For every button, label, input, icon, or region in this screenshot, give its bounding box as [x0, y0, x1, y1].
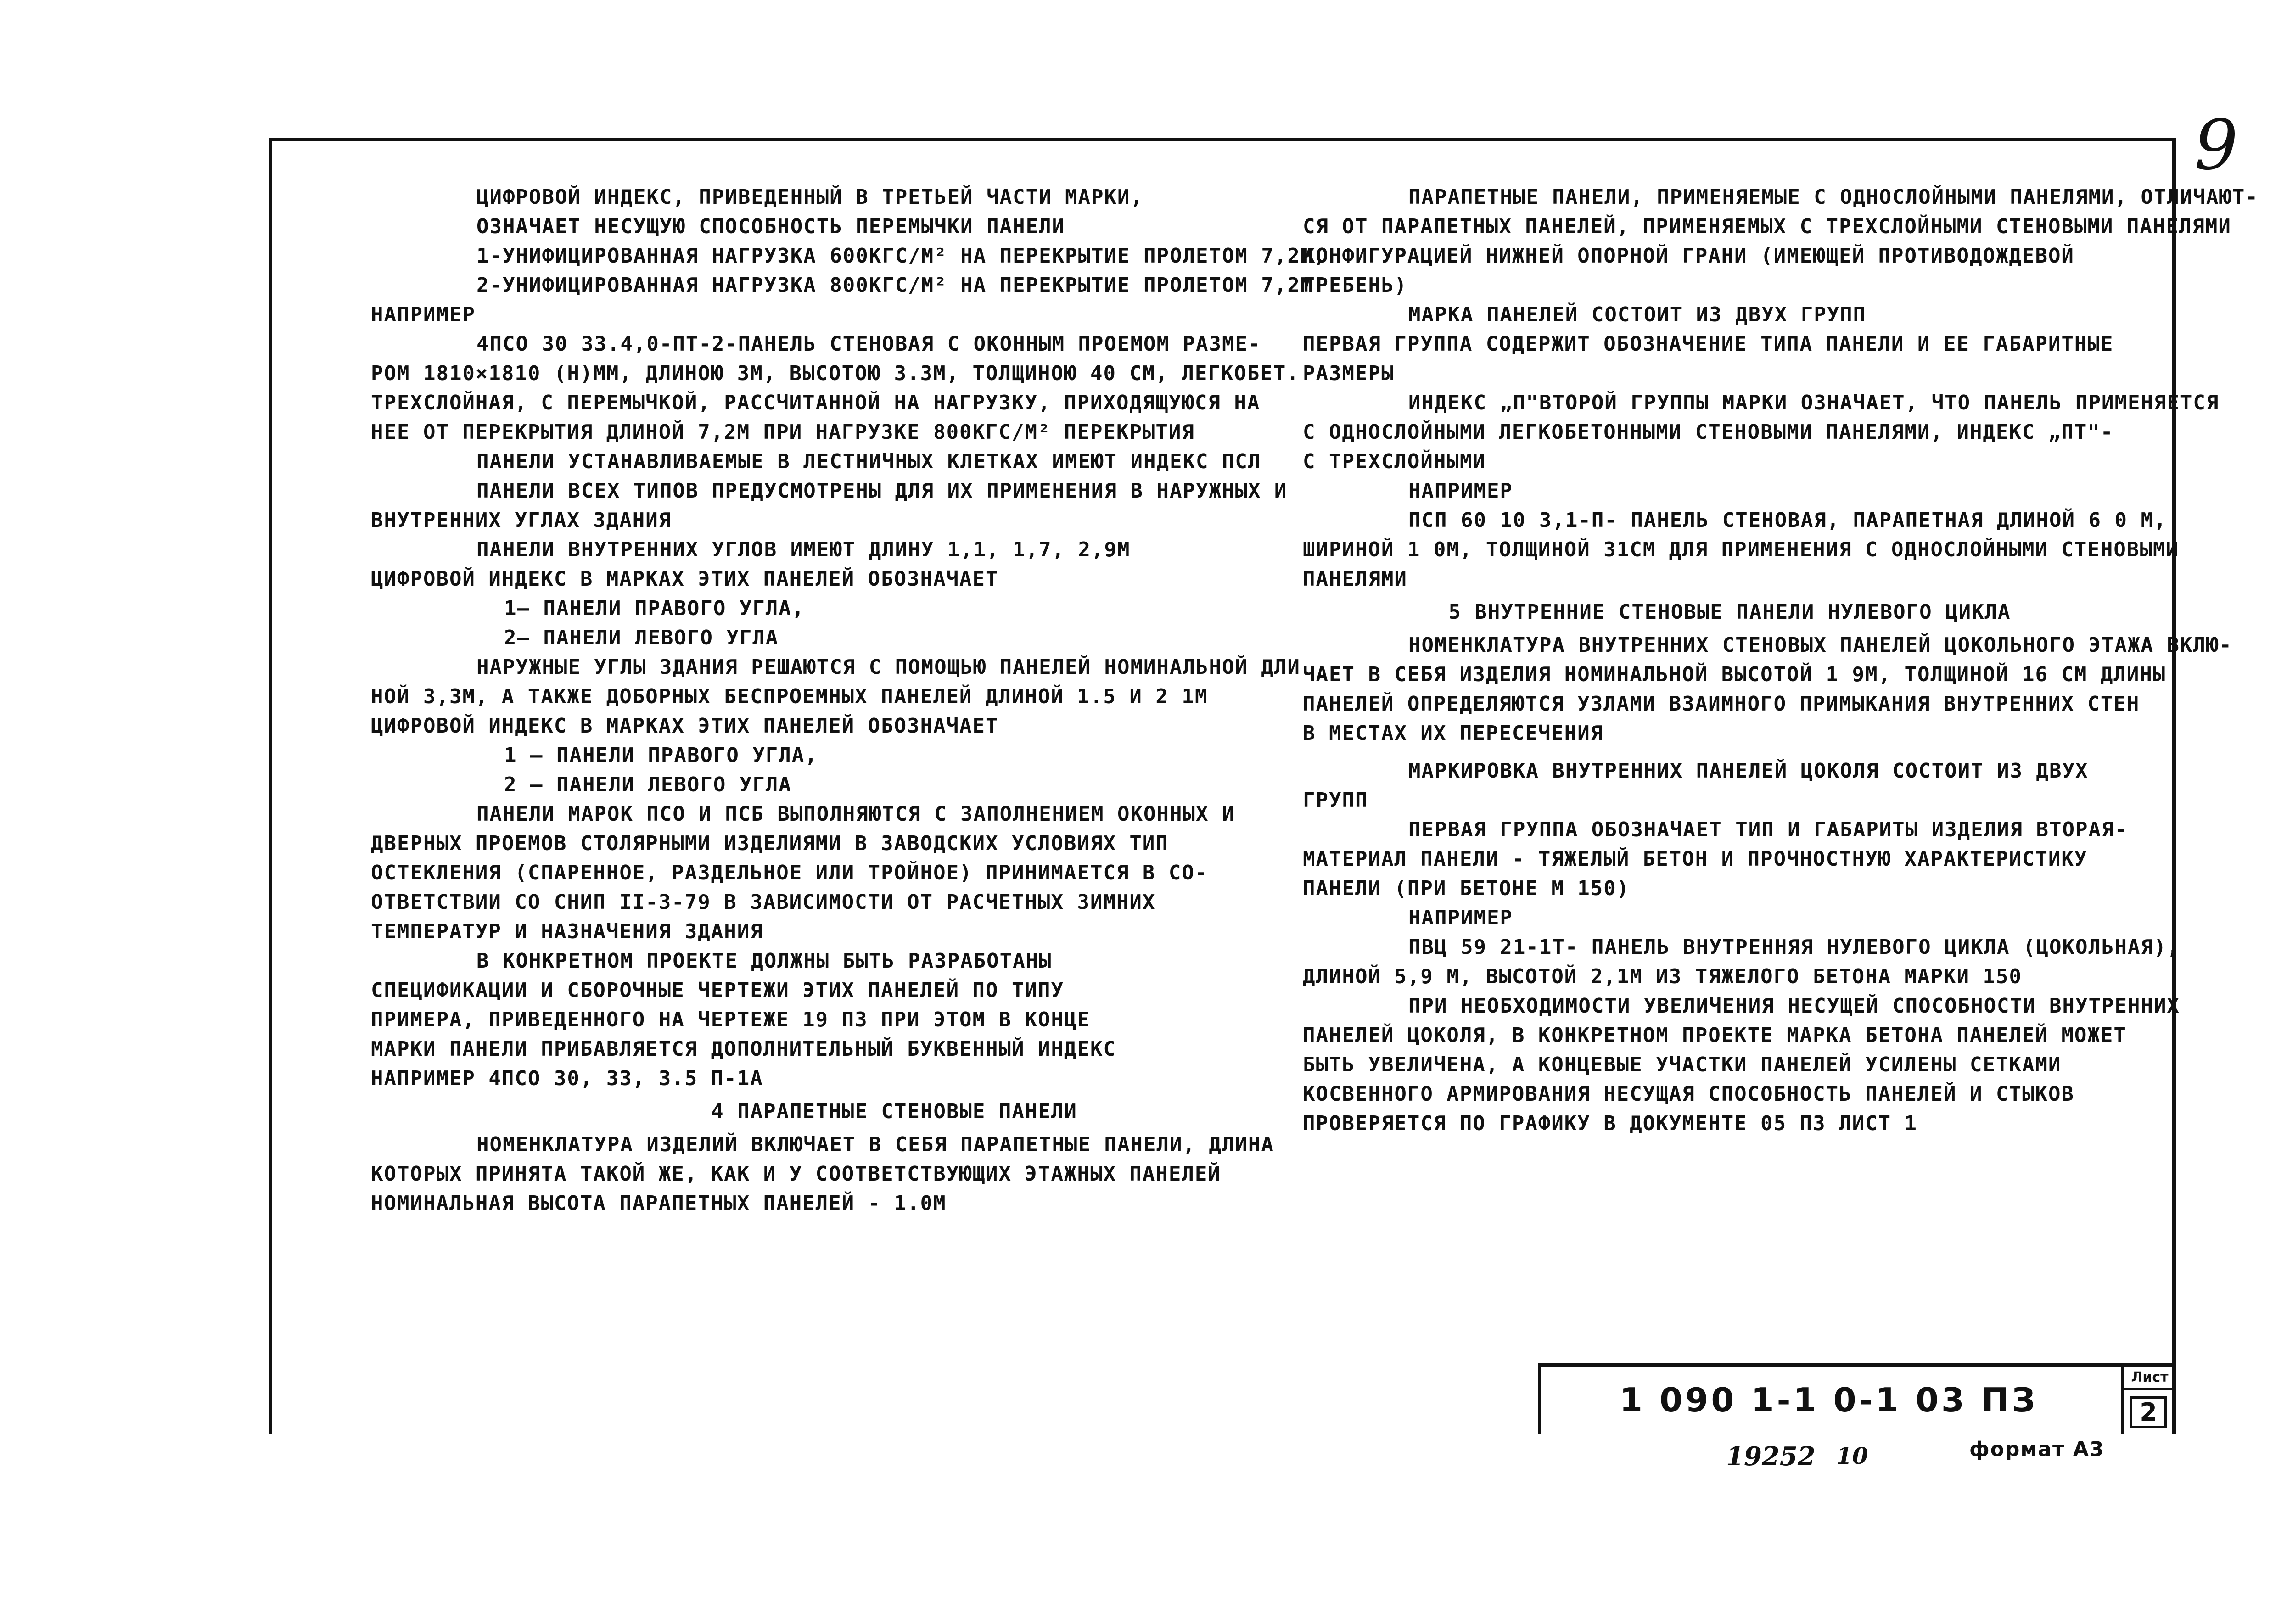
text-line: ПВЦ 59 21-1Т- ПАНЕЛЬ ВНУТРЕННЯЯ НУЛЕВОГО ЦИКЛА (ЦОКОЛЬНАЯ), [1408, 935, 2180, 959]
document-code: 1 090 1-1 0-1 03 ПЗ [1620, 1381, 2038, 1419]
text-line: НАПРИМЕР [1408, 479, 1513, 503]
text-line: ОСТЕКЛЕНИЯ (СПАРЕННОЕ, РАЗДЕЛЬНОЕ ИЛИ ТРОЙНОЕ) ПРИНИМАЕТСЯ В СО- [371, 861, 1208, 885]
text-line: НЕЕ ОТ ПЕРЕКРЫТИЯ ДЛИНОЙ 7,2М ПРИ НАГРУЗКЕ 800КГС/М² ПЕРЕКРЫТИЯ [371, 420, 1195, 444]
text-line: НАПРИМЕР [1408, 906, 1513, 930]
text-line: 1 — ПАНЕЛИ ПРАВОГО УГЛА, [504, 744, 818, 767]
text-line: ПАРАПЕТНЫЕ ПАНЕЛИ, ПРИМЕНЯЕМЫЕ С ОДНОСЛОЙНЫМИ ПАНЕЛЯМИ, ОТЛИЧАЮТ- [1408, 185, 2259, 209]
text-line: В КОНКРЕТНОМ ПРОЕКТЕ ДОЛЖНЫ БЫТЬ РАЗРАБОТАНЫ [476, 949, 1052, 973]
text-line: СЯ ОТ ПАРАПЕТНЫХ ПАНЕЛЕЙ, ПРИМЕНЯЕМЫХ С ТРЕХСЛОЙНЫМИ СТЕНОВЫМИ ПАНЕЛЯМИ [1303, 215, 2231, 238]
title-block [1538, 1363, 2176, 1434]
text-line: ПАНЕЛИ (ПРИ БЕТОНЕ М 150) [1303, 877, 1630, 900]
text-line: ПРИМЕРА, ПРИВЕДЕННОГО НА ЧЕРТЕЖЕ 19 ПЗ ПРИ ЭТОМ В КОНЦЕ [371, 1008, 1090, 1031]
text-line: КОНФИГУРАЦИЕЙ НИЖНЕЙ ОПОРНОЙ ГРАНИ (ИМЕЮЩЕЙ ПРОТИВОДОЖДЕВОЙ [1303, 244, 2074, 268]
text-line: НАПРИМЕР [371, 303, 476, 326]
text-line: НОЙ 3,3М, А ТАКЖЕ ДОБОРНЫХ БЕСПРОЕМНЫХ ПАНЕЛЕЙ ДЛИНОЙ 1.5 И 2 1М [371, 685, 1208, 708]
text-line: КОСВЕННОГО АРМИРОВАНИЯ НЕСУЩАЯ СПОСОБНОСТЬ ПАНЕЛЕЙ И СТЫКОВ [1303, 1082, 2074, 1106]
text-line: НАРУЖНЫЕ УГЛЫ ЗДАНИЯ РЕШАЮТСЯ С ПОМОЩЬЮ ПАНЕЛЕЙ НОМИНАЛЬНОЙ ДЛИ [476, 655, 1300, 679]
text-line: ГРЕБЕНЬ) [1303, 274, 1407, 297]
text-line: ДЛИНОЙ 5,9 М, ВЫСОТОЙ 2,1М ИЗ ТЯЖЕЛОГО БЕТОНА МАРКИ 150 [1303, 965, 2022, 988]
text-line: С ОДНОСЛОЙНЫМИ ЛЕГКОБЕТОННЫМИ СТЕНОВЫМИ ПАНЕЛЯМИ, ИНДЕКС „ПТ"- [1303, 420, 2114, 444]
text-line: ЦИФРОВОЙ ИНДЕКС В МАРКАХ ЭТИХ ПАНЕЛЕЙ ОБОЗНАЧАЕТ [371, 567, 999, 591]
text-line: ОЗНАЧАЕТ НЕСУЩУЮ СПОСОБНОСТЬ ПЕРЕМЫЧКИ ПАНЕЛИ [476, 215, 1065, 238]
text-line: БЫТЬ УВЕЛИЧЕНА, А КОНЦЕВЫЕ УЧАСТКИ ПАНЕЛЕЙ УСИЛЕНЫ СЕТКАМИ [1303, 1053, 2062, 1076]
text-line: МАРКА ПАНЕЛЕЙ СОСТОИТ ИЗ ДВУХ ГРУПП [1408, 303, 1867, 326]
text-line: ДВЕРНЫХ ПРОЕМОВ СТОЛЯРНЫМИ ИЗДЕЛИЯМИ В ЗАВОДСКИХ УСЛОВИЯХ ТИП [371, 832, 1169, 855]
inventory-number: 19252 [1726, 1441, 1816, 1472]
text-line: ПРИ НЕОБХОДИМОСТИ УВЕЛИЧЕНИЯ НЕСУЩЕЙ СПОСОБНОСТИ ВНУТРЕННИХ [1408, 994, 2180, 1018]
format-label: формат А3 [1969, 1438, 2105, 1461]
text-line: ТРЕХСЛОЙНАЯ, С ПЕРЕМЫЧКОЙ, РАССЧИТАННОЙ НА НАГРУЗКУ, ПРИХОДЯЩУЮСЯ НА [371, 391, 1261, 414]
sheet-box [2121, 1367, 2176, 1434]
text-line: 1-УНИФИЦИРОВАННАЯ НАГРУЗКА 600КГС/М² НА ПЕРЕКРЫТИЕ ПРОЛЕТОМ 7,2М, [476, 244, 1327, 268]
text-line: ГРУПП [1303, 789, 1368, 812]
text-line: ПАНЕЛИ ВНУТРЕННИХ УГЛОВ ИМЕЮТ ДЛИНУ 1,1, 1,7, 2,9М [476, 538, 1131, 561]
text-line: ПРОВЕРЯЕТСЯ ПО ГРАФИКУ В ДОКУМЕНТЕ 05 ПЗ ЛИСТ 1 [1303, 1112, 1918, 1135]
text-line: МАРКИРОВКА ВНУТРЕННИХ ПАНЕЛЕЙ ЦОКОЛЯ СОСТОИТ ИЗ ДВУХ [1408, 759, 2089, 783]
text-line: ЧАЕТ В СЕБЯ ИЗДЕЛИЯ НОМИНАЛЬНОЙ ВЫСОТОЙ 1 9М, ТОЛЩИНОЙ 16 СМ ДЛИНЫ [1303, 663, 2166, 686]
section-heading: 4 ПАРАПЕТНЫЕ СТЕНОВЫЕ ПАНЕЛИ [711, 1100, 1077, 1123]
right-text-column [1303, 183, 2259, 1138]
text-line: МАРКИ ПАНЕЛИ ПРИБАВЛЯЕТСЯ ДОПОЛНИТЕЛЬНЫЙ БУКВЕННЫЙ ИНДЕКС [371, 1037, 1116, 1061]
text-line: ПЕРВАЯ ГРУППА ОБОЗНАЧАЕТ ТИП И ГАБАРИТЫ ИЗДЕЛИЯ ВТОРАЯ- [1408, 818, 2128, 841]
text-line: ТЕМПЕРАТУР И НАЗНАЧЕНИЯ ЗДАНИЯ [371, 920, 763, 943]
text-line: ВНУТРЕННИХ УГЛАХ ЗДАНИЯ [371, 509, 672, 532]
text-line: ИНДЕКС „П"ВТОРОЙ ГРУППЫ МАРКИ ОЗНАЧАЕТ, ЧТО ПАНЕЛЬ ПРИМЕНЯЕТСЯ [1408, 391, 2220, 414]
inventory-sub-number: 10 [1836, 1442, 1868, 1469]
text-line: 4ПСО 30 33.4,0-ПТ-2-ПАНЕЛЬ СТЕНОВАЯ С ОКОННЫМ ПРОЕМОМ РАЗМЕ- [476, 332, 1261, 356]
text-line: В МЕСТАХ ИХ ПЕРЕСЕЧЕНИЯ [1303, 722, 1604, 745]
text-line: ПАНЕЛИ ВСЕХ ТИПОВ ПРЕДУСМОТРЕНЫ ДЛЯ ИХ ПРИМЕНЕНИЯ В НАРУЖНЫХ И [476, 479, 1288, 503]
text-line: РОМ 1810×1810 (H)ММ, ДЛИНОЮ 3М, ВЫСОТОЮ 3.3М, ТОЛЩИНОЮ 40 СМ, ЛЕГКОБЕТ. [371, 362, 1300, 385]
text-line: 2-УНИФИЦИРОВАННАЯ НАГРУЗКА 800КГС/М² НА ПЕРЕКРЫТИЕ ПРОЛЕТОМ 7,2М [476, 274, 1314, 297]
text-line: С ТРЕХСЛОЙНЫМИ [1303, 450, 1486, 473]
text-line: ЦИФРОВОЙ ИНДЕКС В МАРКАХ ЭТИХ ПАНЕЛЕЙ ОБОЗНАЧАЕТ [371, 714, 999, 738]
text-line: 2— ПАНЕЛИ ЛЕВОГО УГЛА [504, 626, 779, 650]
text-line: ПЕРВАЯ ГРУППА СОДЕРЖИТ ОБОЗНАЧЕНИЕ ТИПА ПАНЕЛИ И ЕЕ ГАБАРИТНЫЕ [1303, 332, 2114, 356]
text-line: ШИРИНОЙ 1 0М, ТОЛЩИНОЙ 31СМ ДЛЯ ПРИМЕНЕНИЯ С ОДНОСЛОЙНЫМИ СТЕНОВЫМИ [1303, 538, 2179, 561]
corner-page-mark: 9 [2194, 106, 2238, 185]
text-line: НОМЕНКЛАТУРА ИЗДЕЛИЙ ВКЛЮЧАЕТ В СЕБЯ ПАРАПЕТНЫЕ ПАНЕЛИ, ДЛИНА [476, 1133, 1274, 1156]
text-line: 2 — ПАНЕЛИ ЛЕВОГО УГЛА [504, 773, 792, 796]
text-line: РАЗМЕРЫ [1303, 362, 1395, 385]
text-line: ПАНЕЛЕЙ ЦОКОЛЯ, В КОНКРЕТНОМ ПРОЕКТЕ МАРКА БЕТОНА ПАНЕЛЕЙ МОЖЕТ [1303, 1024, 2127, 1047]
text-line: НОМЕНКЛАТУРА ВНУТРЕННИХ СТЕНОВЫХ ПАНЕЛЕЙ ЦОКОЛЬНОГО ЭТАЖА ВКЛЮ- [1408, 633, 2232, 657]
sheet-label: Лист [2124, 1367, 2176, 1390]
text-line: ЦИФРОВОЙ ИНДЕКС, ПРИВЕДЕННЫЙ В ТРЕТЬЕЙ ЧАСТИ МАРКИ, [476, 185, 1144, 209]
text-line: СПЕЦИФИКАЦИИ И СБОРОЧНЫЕ ЧЕРТЕЖИ ЭТИХ ПАНЕЛЕЙ ПО ТИПУ [371, 979, 1064, 1002]
sheet-number: 2 [2130, 1396, 2167, 1428]
text-line: НОМИНАЛЬНАЯ ВЫСОТА ПАРАПЕТНЫХ ПАНЕЛЕЙ - 1.0М [371, 1192, 947, 1215]
spacer [1303, 748, 2157, 756]
text-line: КОТОРЫХ ПРИНЯТА ТАКОЙ ЖЕ, КАК И У СООТВЕТСТВУЮЩИХ ЭТАЖНЫХ ПАНЕЛЕЙ [371, 1162, 1221, 1186]
text-line: МАТЕРИАЛ ПАНЕЛИ - ТЯЖЕЛЫЙ БЕТОН И ПРОЧНОСТНУЮ ХАРАКТЕРИСТИКУ [1303, 847, 2088, 871]
left-text-column [371, 183, 1418, 1218]
text-line: ПАНЕЛЯМИ [1303, 567, 1407, 591]
text-line: ПСП 60 10 3,1-П- ПАНЕЛЬ СТЕНОВАЯ, ПАРАПЕТНАЯ ДЛИНОЙ 6 0 М, [1408, 509, 2167, 532]
text-line: ПАНЕЛИ МАРОК ПСО И ПСБ ВЫПОЛНЯЮТСЯ С ЗАПОЛНЕНИЕМ ОКОННЫХ И [476, 802, 1235, 826]
text-line: НАПРИМЕР 4ПСО 30, 33, 3.5 П-1А [371, 1067, 763, 1090]
text-line: ПАНЕЛИ УСТАНАВЛИВАЕМЫЕ В ЛЕСТНИЧНЫХ КЛЕТКАХ ИМЕЮТ ИНДЕКС ПСЛ [476, 450, 1261, 473]
drawing-frame [269, 138, 2259, 1434]
text-line: 1— ПАНЕЛИ ПРАВОГО УГЛА, [504, 597, 805, 620]
text-line: ОТВЕТСТВИИ СО СНИП II-3-79 В ЗАВИСИМОСТИ ОТ РАСЧЕТНЫХ ЗИМНИХ [371, 890, 1156, 914]
section-heading: 5 ВНУТРЕННИЕ СТЕНОВЫЕ ПАНЕЛИ НУЛЕВОГО ЦИКЛА [1448, 600, 2011, 624]
text-line: ПАНЕЛЕЙ ОПРЕДЕЛЯЮТСЯ УЗЛАМИ ВЗАИМНОГО ПРИМЫКАНИЯ ВНУТРЕННИХ СТЕН [1303, 692, 2140, 716]
